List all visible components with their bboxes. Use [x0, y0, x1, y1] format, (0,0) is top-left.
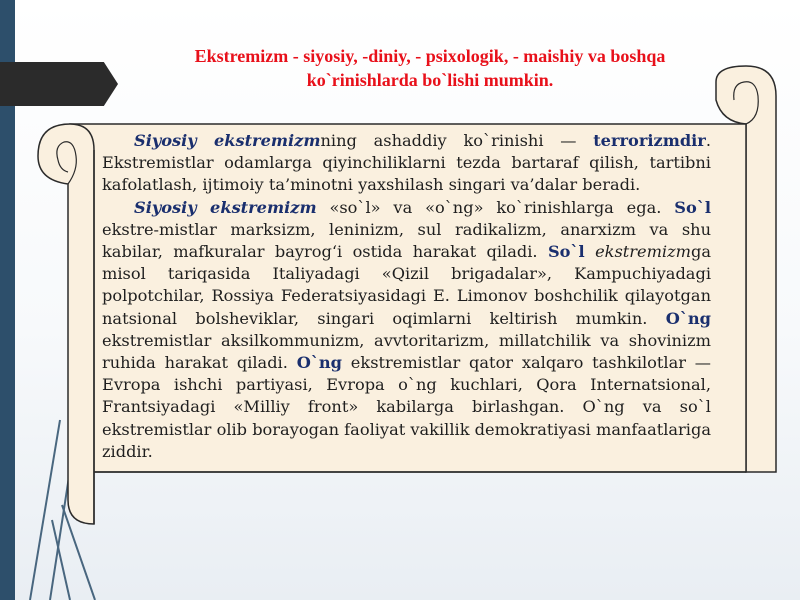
- text-span: ekstremistlar aksilkommunizm, avvtoritarizm, millatchilik va shovinizm ruhida harakat qiladi.: [102, 330, 711, 373]
- text-span: ekstremistlar qator xalqaro tashkilotlar — Evropa ishchi partiyasi, Evropa o`ng kuchlari, Qora Internatsional, Frantsiyadagi «Milliy front» kabilarga birlashgan. O`ng va so`l ekstremistlar olib borayogan faoliyat vakillik demokratiyasi manfaatlariga ziddir.: [102, 353, 711, 461]
- text-span: ekstre-mistlar marksizm, leninizm, sul radikalizm, anarxizm va shu kabilar, mafkuralar bayrog‘i ostida harakat qiladi.: [102, 219, 711, 262]
- text-span: ga misol tariqasida Italiyadagi «Qizil brigadalar», Kampuchiyadagi polpotchilar, Rossiya Federatsiyasidagi E. Limonov boshchilik qilayotgan natsional bolsheviklar, singari oqimlarni keltirish mumkin.: [102, 242, 712, 328]
- text-span: . Ekstremistlar odamlarga qiyinchiliklarni tezda bartaraf qilish, tartibni kafolatlash, ijtimoiy ta’minotni yaxshilash singari va’dalar beradi.: [102, 131, 711, 195]
- term-siyosiy-ekstremizm: Siyosiy ekstremizm: [134, 131, 321, 150]
- text-span: ning ashaddiy ko`rinishi —: [320, 131, 594, 150]
- term-siyosiy-ekstremizm: Siyosiy ekstremizm: [134, 197, 317, 217]
- paragraph-1: [102, 130, 711, 197]
- title-line-2: ko`rinishlarda bo`lishi mumkin.: [306, 70, 554, 90]
- text-span: «so`l» va «o`ng» ko`rinishlarga ega.: [316, 197, 675, 217]
- term-terrorizmdir: terrorizmdir: [593, 131, 706, 150]
- scroll-text: [102, 130, 711, 463]
- paragraph-2: [102, 197, 711, 463]
- term-ong: O`ng: [296, 353, 342, 373]
- text-span: [585, 242, 595, 261]
- term-ekstremizm: ekstremizm: [595, 242, 691, 262]
- term-sol: So`l: [674, 197, 711, 217]
- scroll-left-roll: [38, 124, 94, 524]
- term-sol: So`l: [547, 242, 585, 262]
- term-ong: O`ng: [665, 308, 711, 328]
- title-line-1: Ekstremizm - siyosiy, -diniy, - psixologik, - maishiy va boshqa: [194, 46, 666, 66]
